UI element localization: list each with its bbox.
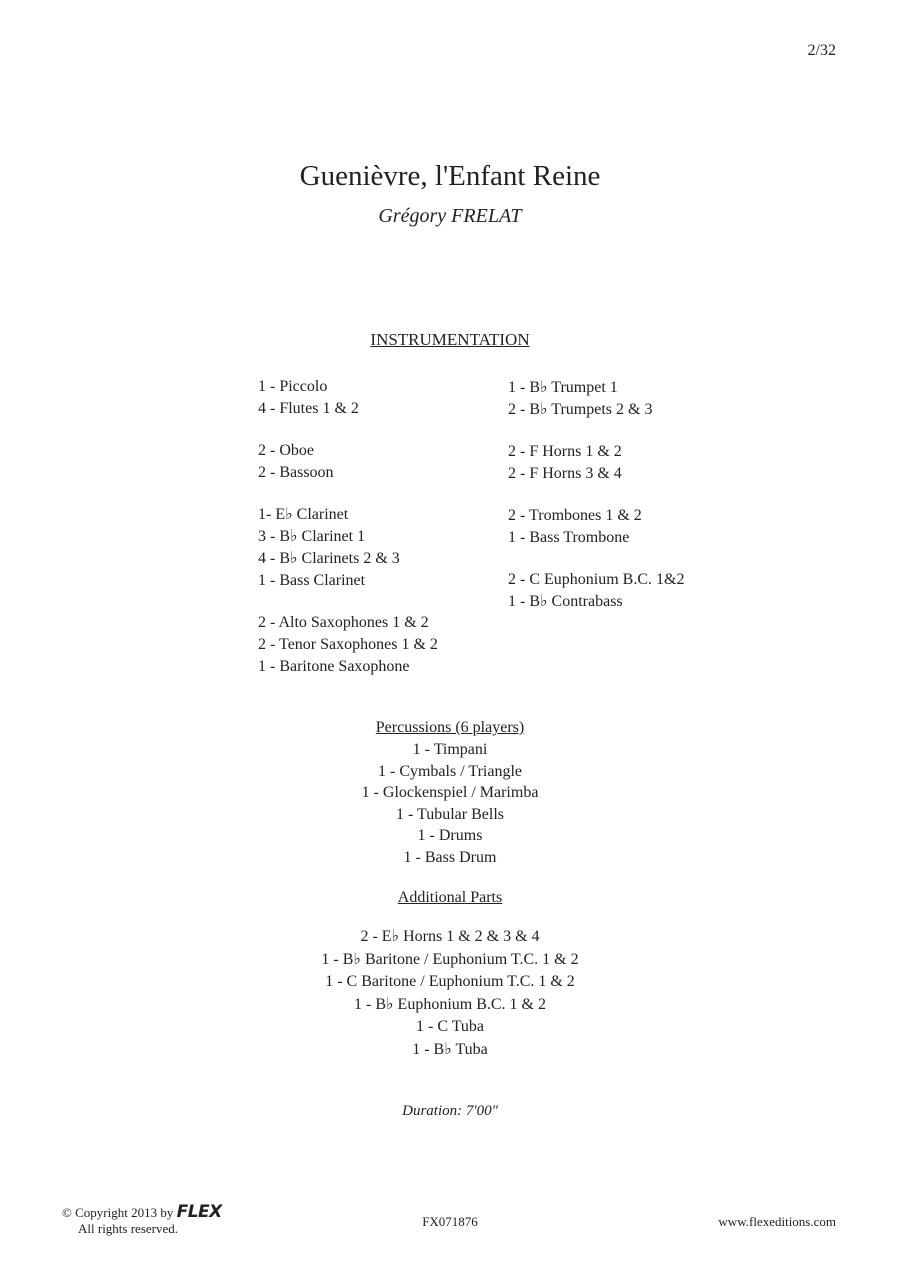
instrument-item: 1 - Piccolo [258,378,328,395]
instrument-item: 1 - Bass Trombone [508,529,630,546]
page-number: 2/32 [807,42,836,59]
percussion-item: 1 - Drums [417,827,483,844]
percussion-item: 1 - Bass Drum [403,848,497,866]
percussion-list [0,739,900,868]
instrument-item: 2 - B♭ Trumpets 2 & 3 [508,401,653,418]
catalog-number: FX071876 [422,1214,478,1229]
composer-name: Grégory FRELAT [378,205,522,227]
rights-text: All rights reserved. [78,1221,179,1236]
instrument-item: 1 - B♭ Contrabass [508,593,623,610]
instrument-group [508,441,684,485]
instrument-group [508,377,684,421]
copyright-text: © Copyright 2013 by [62,1205,174,1220]
instrument-item: 2 - F Horns 1 & 2 [508,443,622,460]
additional-parts-list [0,926,900,1061]
additional-part-item: 1 - C Baritone / Euphonium T.C. 1 & 2 [325,973,575,990]
instrument-item: 2 - Oboe [258,442,314,459]
instrumentation-heading: INSTRUMENTATION [370,330,530,349]
additional-part-item: 1 - B♭ Baritone / Euphonium T.C. 1 & 2 [321,950,579,968]
instrument-item: 1 - B♭ Trumpet 1 [508,379,618,396]
instrument-group [508,569,684,613]
additional-parts-heading: Additional Parts [397,889,503,906]
percussion-heading: Percussions (6 players) [375,719,525,736]
instrument-item: 1 - Baritone Saxophone [258,658,410,675]
instrument-item: 3 - B♭ Clarinet 1 [258,528,366,545]
instrument-group [258,440,438,484]
instrument-item: 2 - Trombones 1 & 2 [508,507,642,524]
percussion-item: 1 - Timpani [412,741,488,758]
website-link[interactable]: www.flexeditions.com [718,1214,836,1229]
instrument-list-right [508,377,684,633]
instrument-item: 2 - Tenor Saxophones 1 & 2 [258,636,438,653]
additional-part-item: 1 - B♭ Tuba [412,1040,488,1058]
instrument-item: 1- E♭ Clarinet [258,506,349,523]
piece-title: Guenièvre, l'Enfant Reine [299,160,601,192]
instrument-group [508,505,684,549]
instrument-group [258,504,438,592]
instrument-item: 2 - Bassoon [258,464,334,481]
instrument-item: 4 - Flutes 1 & 2 [258,400,359,417]
instrument-group [258,376,438,420]
additional-part-item: 1 - B♭ Euphonium B.C. 1 & 2 [354,995,546,1013]
percussion-item: 1 - Glockenspiel / Marimba [361,784,539,801]
instrument-item: 4 - B♭ Clarinets 2 & 3 [258,550,400,567]
instrument-item: 1 - Bass Clarinet [258,572,366,589]
instrument-item: 2 - Alto Saxophones 1 & 2 [258,614,429,631]
instrument-item: 2 - F Horns 3 & 4 [508,465,622,482]
flex-logo: FLEX [176,1202,222,1222]
additional-part-item: 2 - E♭ Horns 1 & 2 & 3 & 4 [360,928,540,945]
instrument-group [258,612,438,678]
duration: Duration: 7'00" [402,1103,498,1119]
additional-part-item: 1 - C Tuba [415,1018,485,1035]
instrument-list-left [258,376,438,698]
percussion-item: 1 - Cymbals / Triangle [377,762,522,780]
instrument-item: 2 - C Euphonium B.C. 1&2 [508,571,685,588]
percussion-item: 1 - Tubular Bells [395,805,504,823]
